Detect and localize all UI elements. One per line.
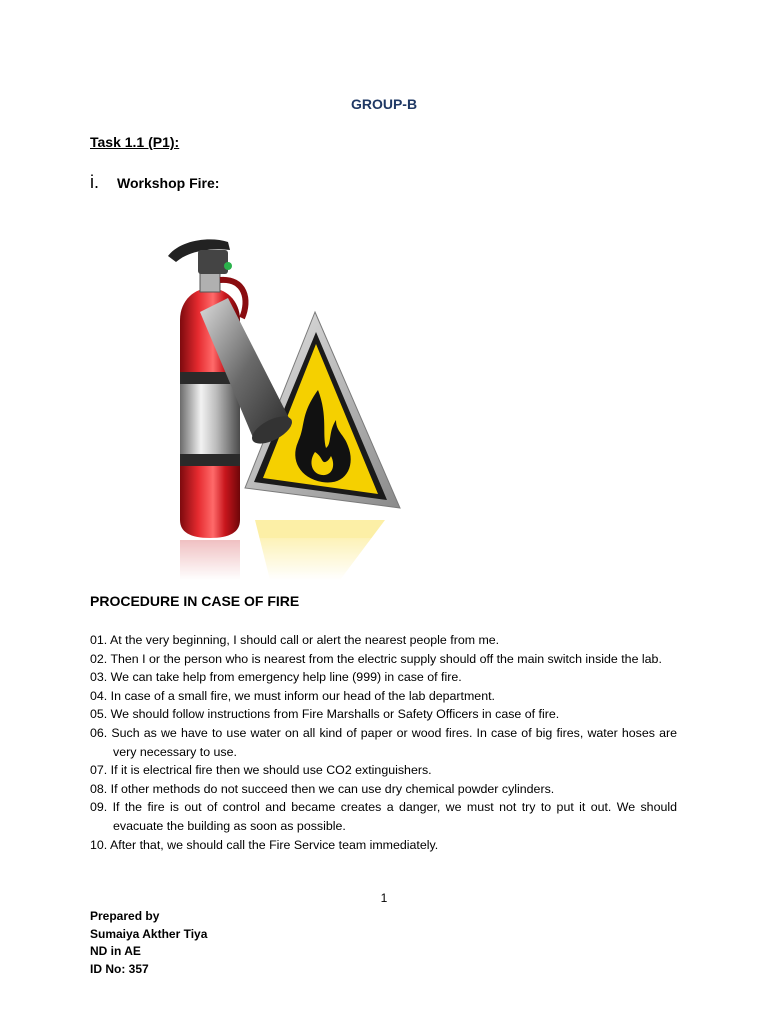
procedure-step: 03. We can take help from emergency help line (999) in case of fire. (90, 670, 462, 685)
procedure-step: 04. In case of a small fire, we must inform our head of the lab department. (90, 688, 495, 703)
procedure-step: 08. If other methods do not succeed then we can use dry chemical powder cylinders. (90, 781, 555, 796)
author-name: Sumaiya Akther Tiya (90, 926, 208, 941)
procedure-step: 05. We should follow instructions from Fire Marshalls or Safety Officers in case of fire. (90, 707, 560, 722)
author-program: ND in AE (90, 944, 141, 958)
section-number: i. (90, 172, 99, 192)
author-id: ID No: 357 (90, 961, 149, 976)
group-title: GROUP-B (350, 96, 418, 112)
prepared-by-block (90, 908, 207, 978)
section-title: Workshop Fire: (117, 175, 220, 191)
procedure-step: 09. If the fire is out of control and became creates a danger, we must not try to put it out. We should evacuate the building as soon as possible. (90, 800, 677, 833)
procedure-step: 07. If it is electrical fire then we should use CO2 extinguishers. (90, 763, 432, 778)
procedure-list (90, 631, 677, 854)
prepared-by-label: Prepared by (90, 909, 160, 923)
task-title: Task 1.1 (P1): (90, 134, 180, 150)
procedure-step: 01. At the very beginning, I should call or alert the nearest people from me. (90, 633, 500, 647)
procedure-step: 10. After that, we should call the Fire Service team immediately. (90, 837, 439, 852)
procedure-title: PROCEDURE IN CASE OF FIRE (90, 593, 300, 609)
fire-extinguisher-icon (150, 220, 420, 580)
procedure-step: 06. Such as we have to use water on all kind of paper or wood fires. In case of big fires, water hoses are very necessary to use. (90, 725, 677, 759)
procedure-step: 02. Then I or the person who is nearest from the electric supply should off the main switch inside the lab. (90, 651, 662, 666)
page-number: 1 (380, 891, 388, 905)
section-heading (90, 172, 219, 193)
